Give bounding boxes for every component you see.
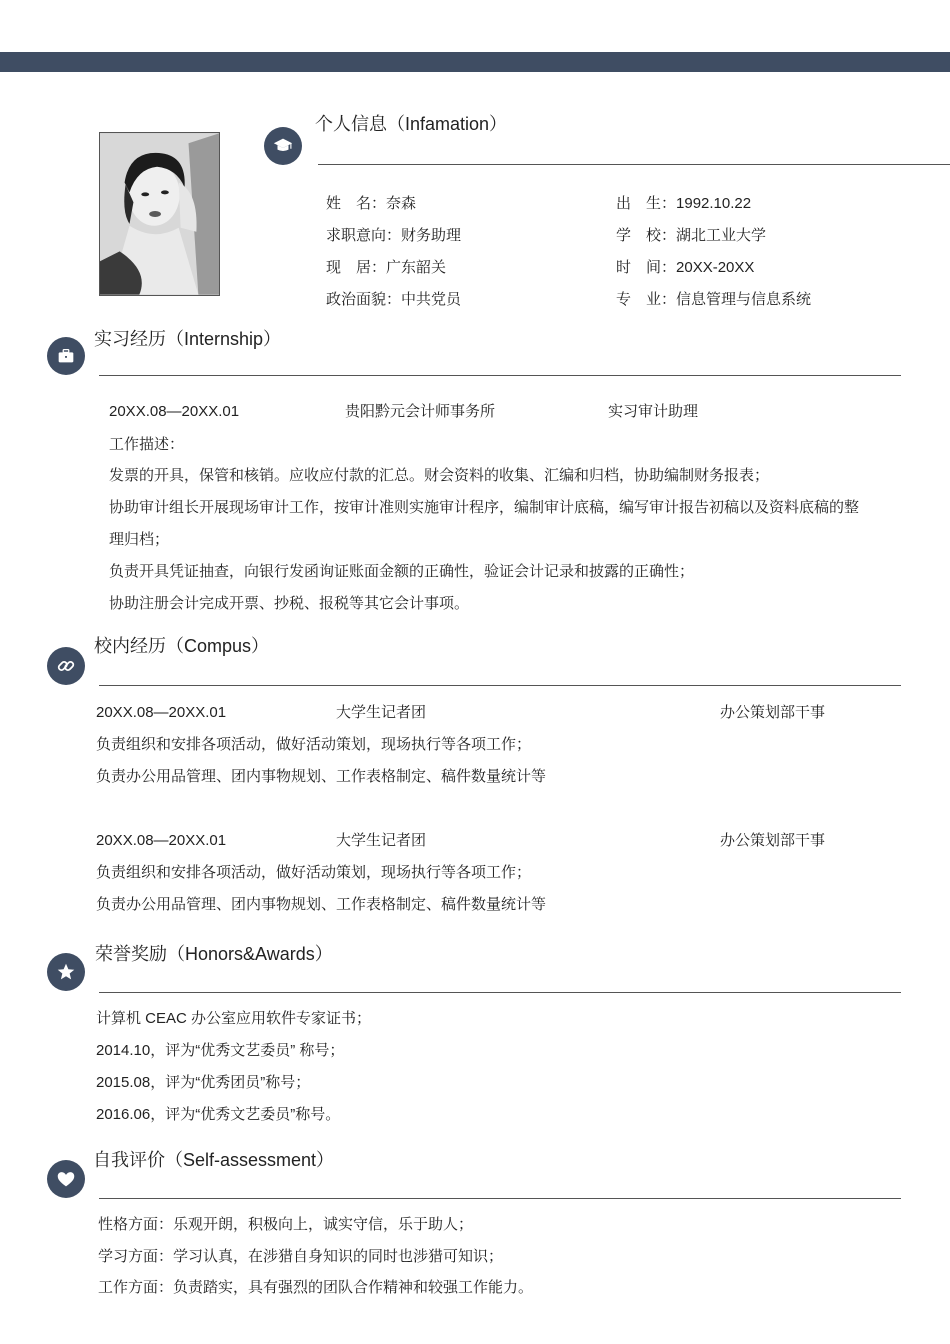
campus-entry-date: 20XX.08—20XX.01: [96, 832, 227, 849]
profile-photo: [99, 132, 220, 296]
internship-line: 协助注册会计完成开票、抄税、报税等其它会计事项。: [109, 595, 470, 612]
campus-entry-role: 办公策划部干事: [720, 704, 826, 721]
internship-desc-label: 工作描述：: [109, 436, 185, 453]
info-row-birth: [616, 194, 751, 214]
self-item: 学习方面：学习认真，在涉猎自身知识的同时也涉猎可知识；: [98, 1248, 504, 1265]
info-label: 专 业：: [616, 291, 677, 308]
internship-line: 理归档；: [109, 531, 170, 548]
info-value: 广东韶关: [386, 259, 447, 276]
info-label: 姓 名：: [326, 195, 387, 212]
info-row-objective: [326, 226, 461, 246]
self-section-divider: [99, 1198, 901, 1199]
star-icon: [55, 961, 77, 983]
campus-entry-line: 负责办公用品管理、团内事物规划、工作表格制定、稿件数量统计等: [96, 768, 547, 785]
info-value: 中共党员: [401, 291, 462, 308]
info-value: 1992.10.22: [676, 195, 752, 212]
top-banner: [0, 52, 950, 72]
info-row-residence: [326, 258, 446, 278]
info-value: 湖北工业大学: [676, 227, 767, 244]
info-row-name: [326, 194, 416, 214]
portrait-illustration: [100, 133, 219, 295]
self-section-title: 自我评价（Self-assessment）: [93, 1150, 335, 1170]
briefcase-icon: [55, 345, 77, 367]
info-row-political: [326, 290, 461, 310]
internship-line: 发票的开具，保管和核销。应收应付款的汇总。财会资料的收集、汇编和归档，协助编制财务报表；: [109, 467, 770, 484]
internship-date: 20XX.08—20XX.01: [109, 403, 240, 420]
honor-item: 2015.08，评为“优秀团员”称号；: [96, 1074, 311, 1091]
honor-item: 2014.10，评为“优秀文艺委员” 称号；: [96, 1042, 345, 1059]
info-value: 信息管理与信息系统: [676, 291, 812, 308]
self-item: 工作方面：负责踏实，具有强烈的团队合作精神和较强工作能力。: [98, 1279, 534, 1296]
info-label: 求职意向：: [326, 227, 402, 244]
campus-section-divider: [99, 685, 901, 686]
internship-role: 实习审计助理: [608, 403, 699, 420]
campus-entry-date: 20XX.08—20XX.01: [96, 704, 227, 721]
honors-section-divider: [99, 992, 901, 993]
info-row-major: [616, 290, 811, 310]
campus-section-icon: [47, 647, 85, 685]
info-value: 奈森: [386, 195, 417, 212]
internship-section-icon: [47, 337, 85, 375]
campus-entry-org: 大学生记者团: [336, 704, 427, 721]
campus-entry-role: 办公策划部干事: [720, 832, 826, 849]
info-section-divider: [318, 164, 950, 165]
link-icon: [55, 655, 77, 677]
self-section-icon: [47, 1160, 85, 1198]
internship-line: 负责开具凭证抽查，向银行发函询证账面金额的正确性，验证会计记录和披露的正确性；: [109, 563, 695, 580]
honor-item: 2016.06，评为“优秀文艺委员”称号。: [96, 1106, 341, 1123]
campus-entry-org: 大学生记者团: [336, 832, 427, 849]
campus-section-title: 校内经历（Compus）: [94, 636, 270, 656]
internship-section-title: 实习经历（Internship）: [94, 329, 282, 349]
info-row-period: [616, 258, 754, 278]
campus-entry-line: 负责组织和安排各项活动，做好活动策划，现场执行等各项工作；: [96, 864, 532, 881]
honor-item: 计算机 CEAC 办公室应用软件专家证书；: [96, 1010, 372, 1027]
info-row-school: [616, 226, 766, 246]
campus-entry-line: 负责组织和安排各项活动，做好活动策划，现场执行等各项工作；: [96, 736, 532, 753]
heart-icon: [55, 1168, 77, 1190]
info-value: 20XX-20XX: [676, 259, 755, 276]
internship-section-divider: [99, 375, 901, 376]
info-label: 现 居：: [326, 259, 387, 276]
info-label: 时 间：: [616, 259, 677, 276]
info-label: 学 校：: [616, 227, 677, 244]
internship-org: 贵阳黔元会计师事务所: [345, 403, 496, 420]
info-section-title: 个人信息（Infamation）: [315, 114, 508, 134]
honors-section-icon: [47, 953, 85, 991]
info-section-icon: [264, 127, 302, 165]
graduation-cap-icon: [272, 135, 294, 157]
info-value: 财务助理: [401, 227, 462, 244]
info-label: 政治面貌：: [326, 291, 402, 308]
campus-entry-line: 负责办公用品管理、团内事物规划、工作表格制定、稿件数量统计等: [96, 896, 547, 913]
honors-section-title: 荣誉奖励（Honors&Awards）: [95, 944, 333, 964]
self-item: 性格方面：乐观开朗，积极向上，诚实守信，乐于助人；: [98, 1216, 474, 1233]
internship-line: 协助审计组长开展现场审计工作，按审计准则实施审计程序，编制审计底稿，编写审计报告初稿以及资料底稿的整: [109, 499, 860, 516]
info-label: 出 生：: [616, 195, 677, 212]
